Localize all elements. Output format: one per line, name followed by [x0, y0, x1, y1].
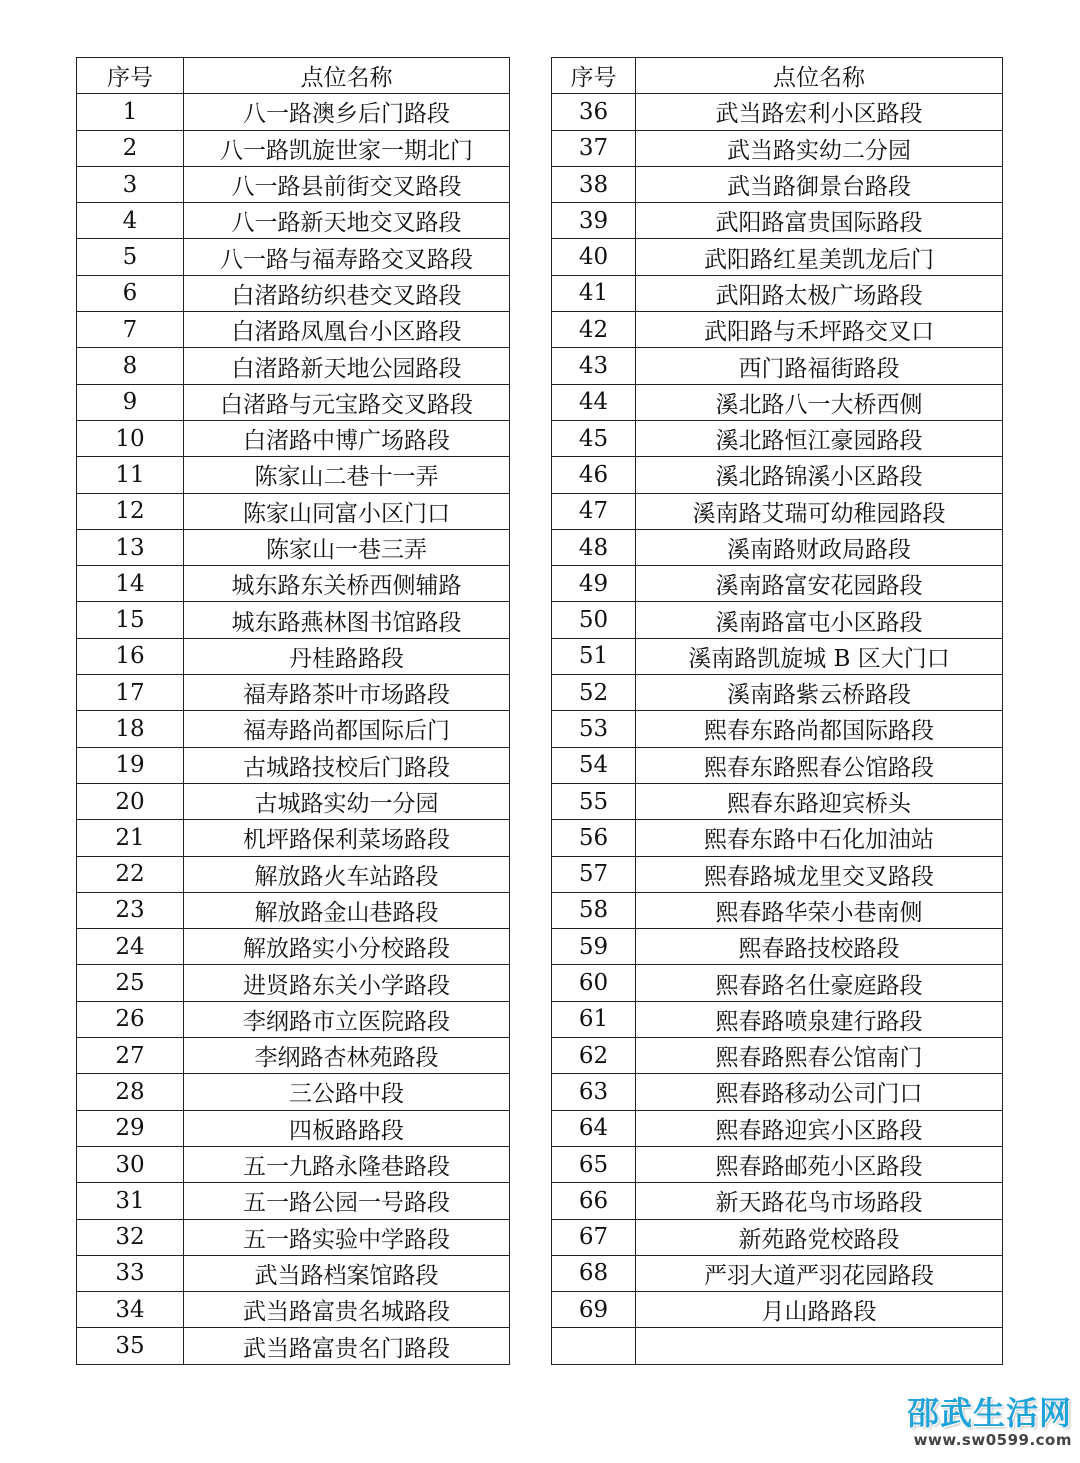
- location-name: 溪北路恒江豪园路段: [636, 420, 1003, 456]
- location-name: 八一路新天地交叉路段: [184, 203, 510, 239]
- table-row: [77, 675, 510, 711]
- table-row: [552, 1219, 1003, 1255]
- row-number: 24: [77, 929, 184, 965]
- row-number: 49: [552, 566, 636, 602]
- table-row: [552, 1328, 1003, 1364]
- row-number: 6: [77, 275, 184, 311]
- table-row: [77, 856, 510, 892]
- row-number: 35: [77, 1328, 184, 1364]
- location-name: 溪南路富安花园路段: [636, 566, 1003, 602]
- location-name: 熙春路城龙里交叉路段: [636, 856, 1003, 892]
- row-number: 28: [77, 1074, 184, 1110]
- table-row: [552, 602, 1003, 638]
- location-name: 武当路御景台路段: [636, 166, 1003, 202]
- location-name: 机坪路保利菜场路段: [184, 820, 510, 856]
- location-name: 四板路路段: [184, 1110, 510, 1146]
- location-name: 溪南路紫云桥路段: [636, 675, 1003, 711]
- table-row: [552, 457, 1003, 493]
- row-number: 46: [552, 457, 636, 493]
- row-number: 40: [552, 239, 636, 275]
- row-number: 3: [77, 166, 184, 202]
- location-name: 熙春东路中石化加油站: [636, 820, 1003, 856]
- table-row: [552, 1074, 1003, 1110]
- row-number: 52: [552, 675, 636, 711]
- header-number: 序号: [552, 58, 636, 94]
- row-number: 21: [77, 820, 184, 856]
- table-row: [77, 130, 510, 166]
- location-name: 五一路实验中学路段: [184, 1219, 510, 1255]
- location-name: 白渚路纺织巷交叉路段: [184, 275, 510, 311]
- location-name: 溪南路艾瑞可幼稚园路段: [636, 493, 1003, 529]
- location-name: 福寿路尚都国际后门: [184, 711, 510, 747]
- row-number: 56: [552, 820, 636, 856]
- table-row: [77, 1074, 510, 1110]
- row-number: 60: [552, 965, 636, 1001]
- table-row: [552, 1146, 1003, 1182]
- row-number: 1: [77, 94, 184, 130]
- row-number: 65: [552, 1146, 636, 1182]
- row-number: 30: [77, 1146, 184, 1182]
- table-row: [77, 493, 510, 529]
- table-row: [552, 348, 1003, 384]
- row-number: 14: [77, 566, 184, 602]
- location-name: 陈家山二巷十一弄: [184, 457, 510, 493]
- row-number: 23: [77, 892, 184, 928]
- row-number: 44: [552, 384, 636, 420]
- table-row: [77, 529, 510, 565]
- location-name: 八一路县前街交叉路段: [184, 166, 510, 202]
- table-row: [77, 1219, 510, 1255]
- location-name: 武当路富贵名城路段: [184, 1292, 510, 1328]
- location-name: 解放路实小分校路段: [184, 929, 510, 965]
- location-name: 熙春路华荣小巷南侧: [636, 892, 1003, 928]
- location-name: 熙春东路迎宾桥头: [636, 783, 1003, 819]
- table-row: [552, 1292, 1003, 1328]
- table-row: [77, 1001, 510, 1037]
- row-number: 61: [552, 1001, 636, 1037]
- table-row: [77, 203, 510, 239]
- right-table-body: [552, 94, 1003, 1364]
- row-number: 42: [552, 312, 636, 348]
- row-number: 68: [552, 1255, 636, 1291]
- row-number: 9: [77, 384, 184, 420]
- table-row: [77, 94, 510, 130]
- location-name: 武当路富贵名门路段: [184, 1328, 510, 1364]
- table-row: [77, 348, 510, 384]
- row-number: 29: [77, 1110, 184, 1146]
- row-number: 16: [77, 638, 184, 674]
- row-number: 32: [77, 1219, 184, 1255]
- location-name: 武当路实幼二分园: [636, 130, 1003, 166]
- table-row: [77, 1183, 510, 1219]
- row-number: 10: [77, 420, 184, 456]
- location-name: 八一路凯旋世家一期北门: [184, 130, 510, 166]
- table-row: [77, 1146, 510, 1182]
- row-number: 34: [77, 1292, 184, 1328]
- location-name: 白渚路中博广场路段: [184, 420, 510, 456]
- location-name: 古城路实幼一分园: [184, 783, 510, 819]
- site-watermark: [907, 1395, 1072, 1449]
- table-row: [77, 1328, 510, 1364]
- location-name: 古城路技校后门路段: [184, 747, 510, 783]
- location-name: 解放路金山巷路段: [184, 892, 510, 928]
- row-number: 7: [77, 312, 184, 348]
- row-number: 55: [552, 783, 636, 819]
- row-number: 64: [552, 1110, 636, 1146]
- table-row: [77, 1292, 510, 1328]
- location-name: 月山路路段: [636, 1292, 1003, 1328]
- left-table-body: [77, 94, 510, 1364]
- row-number: 63: [552, 1074, 636, 1110]
- location-name: 五一路公园一号路段: [184, 1183, 510, 1219]
- right-location-table: [551, 57, 1003, 1365]
- table-row: [77, 1255, 510, 1291]
- location-name: 熙春路熙春公馆南门: [636, 1038, 1003, 1074]
- left-location-table: [76, 57, 510, 1365]
- row-number: 15: [77, 602, 184, 638]
- table-row: [77, 711, 510, 747]
- table-row: [552, 420, 1003, 456]
- location-name: 武阳路太极广场路段: [636, 275, 1003, 311]
- row-number: 2: [77, 130, 184, 166]
- location-name: [636, 1328, 1003, 1364]
- table-row: [77, 892, 510, 928]
- row-number: 48: [552, 529, 636, 565]
- row-number: 27: [77, 1038, 184, 1074]
- table-row: [552, 275, 1003, 311]
- table-row: [552, 312, 1003, 348]
- location-name: 溪南路凯旋城 B 区大门口: [636, 638, 1003, 674]
- row-number: 11: [77, 457, 184, 493]
- row-number: 51: [552, 638, 636, 674]
- table-row: [77, 166, 510, 202]
- location-name: 熙春路技校路段: [636, 929, 1003, 965]
- row-number: 54: [552, 747, 636, 783]
- table-row: [552, 1038, 1003, 1074]
- table-row: [552, 1255, 1003, 1291]
- row-number: 31: [77, 1183, 184, 1219]
- location-name: 李纲路杏林苑路段: [184, 1038, 510, 1074]
- header-location-name: 点位名称: [184, 58, 510, 94]
- table-row: [552, 929, 1003, 965]
- table-row: [77, 457, 510, 493]
- location-name: 武阳路红星美凯龙后门: [636, 239, 1003, 275]
- row-number: 45: [552, 420, 636, 456]
- table-row: [77, 275, 510, 311]
- table-row: [77, 1038, 510, 1074]
- location-name: 白渚路与元宝路交叉路段: [184, 384, 510, 420]
- row-number: 59: [552, 929, 636, 965]
- location-name: 城东路燕林图书馆路段: [184, 602, 510, 638]
- table-row: [552, 529, 1003, 565]
- location-name: 武阳路富贵国际路段: [636, 203, 1003, 239]
- watermark-url: www.sw0599.com: [913, 1431, 1072, 1449]
- table-row: [77, 783, 510, 819]
- table-row: [552, 783, 1003, 819]
- table-row: [552, 1183, 1003, 1219]
- table-row: [77, 602, 510, 638]
- location-name: 新苑路党校路段: [636, 1219, 1003, 1255]
- row-number: 25: [77, 965, 184, 1001]
- location-name: 溪南路富屯小区路段: [636, 602, 1003, 638]
- row-number: 36: [552, 94, 636, 130]
- header-number: 序号: [77, 58, 184, 94]
- table-header-row: [77, 58, 510, 94]
- table-row: [552, 965, 1003, 1001]
- table-row: [552, 203, 1003, 239]
- row-number: 43: [552, 348, 636, 384]
- location-name: 城东路东关桥西侧辅路: [184, 566, 510, 602]
- table-row: [552, 566, 1003, 602]
- table-row: [552, 384, 1003, 420]
- row-number: 38: [552, 166, 636, 202]
- table-row: [77, 420, 510, 456]
- location-name: 陈家山一巷三弄: [184, 529, 510, 565]
- table-row: [552, 1110, 1003, 1146]
- location-name: 武阳路与禾坪路交叉口: [636, 312, 1003, 348]
- row-number: 66: [552, 1183, 636, 1219]
- row-number: 50: [552, 602, 636, 638]
- row-number: 5: [77, 239, 184, 275]
- row-number: 33: [77, 1255, 184, 1291]
- location-name: 武当路宏利小区路段: [636, 94, 1003, 130]
- row-number: 12: [77, 493, 184, 529]
- location-name: 熙春路移动公司门口: [636, 1074, 1003, 1110]
- location-name: 八一路澳乡后门路段: [184, 94, 510, 130]
- table-row: [552, 856, 1003, 892]
- row-number: 20: [77, 783, 184, 819]
- table-row: [552, 1001, 1003, 1037]
- row-number: 39: [552, 203, 636, 239]
- table-row: [552, 130, 1003, 166]
- table-row: [77, 929, 510, 965]
- row-number: 57: [552, 856, 636, 892]
- location-name: 溪北路八一大桥西侧: [636, 384, 1003, 420]
- table-row: [552, 638, 1003, 674]
- row-number: 13: [77, 529, 184, 565]
- table-row: [552, 493, 1003, 529]
- row-number: 17: [77, 675, 184, 711]
- location-name: 熙春东路尚都国际路段: [636, 711, 1003, 747]
- table-row: [77, 312, 510, 348]
- row-number: 8: [77, 348, 184, 384]
- row-number: 4: [77, 203, 184, 239]
- location-name: 解放路火车站路段: [184, 856, 510, 892]
- table-row: [552, 675, 1003, 711]
- location-name: 福寿路茶叶市场路段: [184, 675, 510, 711]
- location-name: 熙春东路熙春公馆路段: [636, 747, 1003, 783]
- row-number: 22: [77, 856, 184, 892]
- location-name: 五一九路永隆巷路段: [184, 1146, 510, 1182]
- location-name: 丹桂路路段: [184, 638, 510, 674]
- table-row: [77, 1110, 510, 1146]
- table-header-row: [552, 58, 1003, 94]
- row-number: [552, 1328, 636, 1364]
- table-row: [77, 747, 510, 783]
- header-location-name: 点位名称: [636, 58, 1003, 94]
- row-number: 41: [552, 275, 636, 311]
- table-row: [552, 747, 1003, 783]
- location-name: 溪南路财政局路段: [636, 529, 1003, 565]
- location-name: 陈家山同富小区门口: [184, 493, 510, 529]
- location-name: 严羽大道严羽花园路段: [636, 1255, 1003, 1291]
- location-name: 新天路花鸟市场路段: [636, 1183, 1003, 1219]
- location-name: 武当路档案馆路段: [184, 1255, 510, 1291]
- row-number: 53: [552, 711, 636, 747]
- table-row: [77, 820, 510, 856]
- table-row: [77, 638, 510, 674]
- table-row: [77, 384, 510, 420]
- row-number: 47: [552, 493, 636, 529]
- row-number: 58: [552, 892, 636, 928]
- location-name: 熙春路迎宾小区路段: [636, 1110, 1003, 1146]
- watermark-title: 邵武生活网: [906, 1394, 1072, 1432]
- row-number: 69: [552, 1292, 636, 1328]
- table-row: [552, 166, 1003, 202]
- table-row: [552, 239, 1003, 275]
- row-number: 67: [552, 1219, 636, 1255]
- location-name: 熙春路喷泉建行路段: [636, 1001, 1003, 1037]
- location-name: 溪北路锦溪小区路段: [636, 457, 1003, 493]
- location-name: 白渚路新天地公园路段: [184, 348, 510, 384]
- location-name: 白渚路凤凰台小区路段: [184, 312, 510, 348]
- row-number: 26: [77, 1001, 184, 1037]
- row-number: 18: [77, 711, 184, 747]
- table-row: [77, 566, 510, 602]
- location-name: 西门路福街路段: [636, 348, 1003, 384]
- location-name: 三公路中段: [184, 1074, 510, 1110]
- table-row: [552, 94, 1003, 130]
- location-name: 八一路与福寿路交叉路段: [184, 239, 510, 275]
- location-name: 李纲路市立医院路段: [184, 1001, 510, 1037]
- location-name: 熙春路邮苑小区路段: [636, 1146, 1003, 1182]
- table-row: [552, 820, 1003, 856]
- table-row: [552, 892, 1003, 928]
- row-number: 19: [77, 747, 184, 783]
- location-name: 进贤路东关小学路段: [184, 965, 510, 1001]
- row-number: 37: [552, 130, 636, 166]
- table-row: [77, 239, 510, 275]
- location-name: 熙春路名仕豪庭路段: [636, 965, 1003, 1001]
- table-row: [552, 711, 1003, 747]
- row-number: 62: [552, 1038, 636, 1074]
- table-row: [77, 965, 510, 1001]
